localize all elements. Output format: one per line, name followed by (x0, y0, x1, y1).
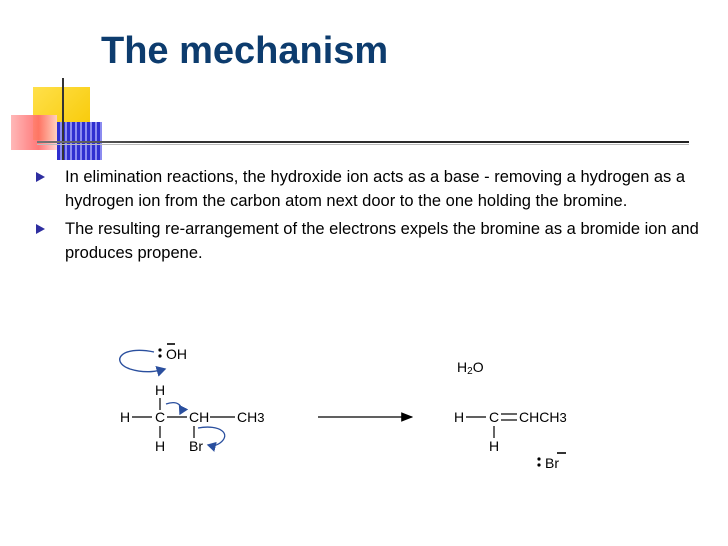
bullet-text: In elimination reactions, the hydroxide ion acts as a base - removing a hydrogen as a hydrogen ion from the carbon atom next door to the one holding the bromine. (65, 168, 686, 210)
reactant-ch3: CH3 (237, 409, 265, 425)
water: H2O (457, 359, 484, 377)
bromide-ion (537, 453, 566, 471)
reactant-ch: CH (189, 409, 210, 425)
product-h-left: H (454, 409, 465, 425)
product-carbon: C (489, 409, 500, 425)
reactant-h-left: H (120, 409, 131, 425)
hydroxide-label: OH (166, 346, 187, 362)
curved-arrow-ch (166, 403, 181, 414)
bromide-label: Br (545, 455, 559, 471)
product-h-bottom: H (489, 438, 500, 454)
curved-arrow-oh (120, 350, 165, 371)
product-molecule (454, 409, 567, 454)
hydroxide-ion (158, 344, 187, 362)
reactant-carbon-1: C (155, 409, 166, 425)
slide-title: The mechanism (101, 30, 389, 72)
reactant-bromine: Br (189, 438, 203, 454)
reactant-molecule (120, 382, 264, 454)
product-chch3: CHCH3 (519, 409, 567, 425)
reactant-h-bottom: H (155, 438, 166, 454)
bullet-text: The resulting re-arrangement of the electrons expels the bromine as a bromide ion and produces propene. (65, 220, 699, 262)
reactant-h-top: H (155, 382, 166, 398)
